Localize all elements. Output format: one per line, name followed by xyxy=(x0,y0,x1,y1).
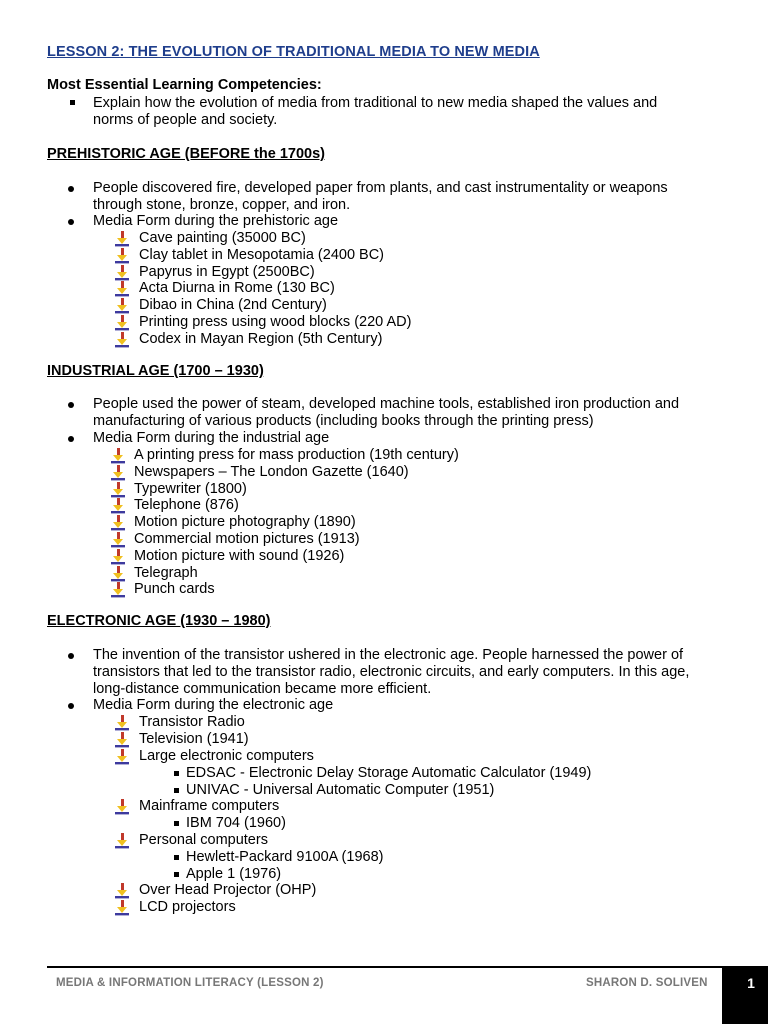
prehistoric-heading: PREHISTORIC AGE (BEFORE the 1700s) xyxy=(47,146,325,162)
electronic-item: Television (1941) xyxy=(139,731,249,747)
electronic-item: Mainframe computers xyxy=(139,798,280,814)
arrow-bullet-icon xyxy=(114,715,130,731)
arrow-bullet-icon xyxy=(110,482,126,498)
industrial-item: Punch cards xyxy=(134,581,215,597)
round-bullet-icon xyxy=(68,402,74,408)
prehistoric-media-label: Media Form during the prehistoric age xyxy=(93,213,339,229)
arrow-bullet-icon xyxy=(114,883,130,899)
industrial-media-label: Media Form during the industrial age xyxy=(93,430,330,446)
prehistoric-item: Printing press using wood blocks (220 AD) xyxy=(139,314,412,330)
arrow-bullet-icon xyxy=(110,498,126,514)
electronic-subitem: IBM 704 (1960) xyxy=(186,815,286,831)
page-number: 1 xyxy=(747,975,755,991)
footer-divider xyxy=(47,966,723,968)
arrow-bullet-icon xyxy=(110,448,126,464)
arrow-bullet-icon xyxy=(114,749,130,765)
prehistoric-description xyxy=(93,180,721,214)
industrial-item: Commercial motion pictures (1913) xyxy=(134,531,360,547)
arrow-bullet-icon xyxy=(114,833,130,849)
electronic-description xyxy=(93,647,721,698)
competency-line-1: Explain how the evolution of media from traditional to new media shaped the values and xyxy=(93,95,658,111)
arrow-bullet-icon xyxy=(114,265,130,281)
competency-item xyxy=(93,95,721,129)
arrow-bullet-icon xyxy=(110,549,126,565)
electronic-subitem: EDSAC - Electronic Delay Storage Automatic Calculator (1949) xyxy=(186,765,592,781)
competency-line-2: norms of people and society. xyxy=(93,112,278,128)
industrial-item: A printing press for mass production (19th century) xyxy=(134,447,459,463)
arrow-bullet-icon xyxy=(114,231,130,247)
prehistoric-item: Acta Diurna in Rome (130 BC) xyxy=(139,280,335,296)
electronic-item: Large electronic computers xyxy=(139,748,314,764)
industrial-item: Motion picture with sound (1926) xyxy=(134,548,345,564)
round-bullet-icon xyxy=(68,703,74,709)
round-bullet-icon xyxy=(68,653,74,659)
industrial-item: Telegraph xyxy=(134,565,198,581)
arrow-bullet-icon xyxy=(114,315,130,331)
square-bullet-icon xyxy=(174,855,179,860)
arrow-bullet-icon xyxy=(110,465,126,481)
prehistoric-item: Cave painting (35000 BC) xyxy=(139,230,306,246)
footer-author: SHARON D. SOLIVEN xyxy=(586,977,708,989)
prehistoric-desc-line-1: People discovered fire, developed paper from plants, and cast instrumentality or weapons xyxy=(93,180,668,196)
electronic-media-label: Media Form during the electronic age xyxy=(93,697,334,713)
prehistoric-desc-line-2: through stone, bronze, copper, and iron. xyxy=(93,197,351,213)
arrow-bullet-icon xyxy=(114,799,130,815)
industrial-description xyxy=(93,396,721,430)
arrow-bullet-icon xyxy=(114,248,130,264)
industrial-item: Newspapers – The London Gazette (1640) xyxy=(134,464,409,480)
industrial-item: Typewriter (1800) xyxy=(134,481,247,497)
footer-course-title: MEDIA & INFORMATION LITERACY (LESSON 2) xyxy=(56,977,324,989)
electronic-item: LCD projectors xyxy=(139,899,236,915)
electronic-heading: ELECTRONIC AGE (1930 – 1980) xyxy=(47,613,271,629)
prehistoric-item: Codex in Mayan Region (5th Century) xyxy=(139,331,383,347)
electronic-item: Transistor Radio xyxy=(139,714,245,730)
arrow-bullet-icon xyxy=(110,582,126,598)
electronic-desc-line-3: long-distance communication became more efficient. xyxy=(93,681,432,697)
arrow-bullet-icon xyxy=(114,732,130,748)
industrial-desc-line-2: manufacturing of various products (including books through the printing press) xyxy=(93,413,594,429)
electronic-item: Over Head Projector (OHP) xyxy=(139,882,317,898)
industrial-item: Motion picture photography (1890) xyxy=(134,514,356,530)
electronic-subitem: Hewlett-Packard 9100A (1968) xyxy=(186,849,384,865)
arrow-bullet-icon xyxy=(114,332,130,348)
industrial-desc-line-1: People used the power of steam, developed machine tools, established iron production and xyxy=(93,396,680,412)
competencies-heading: Most Essential Learning Competencies: xyxy=(47,77,322,93)
round-bullet-icon xyxy=(68,436,74,442)
electronic-subitem: UNIVAC - Universal Automatic Computer (1951) xyxy=(186,782,495,798)
arrow-bullet-icon xyxy=(114,298,130,314)
electronic-subitem: Apple 1 (1976) xyxy=(186,866,282,882)
arrow-bullet-icon xyxy=(114,281,130,297)
round-bullet-icon xyxy=(68,186,74,192)
electronic-item: Personal computers xyxy=(139,832,268,848)
arrow-bullet-icon xyxy=(110,515,126,531)
industrial-item: Telephone (876) xyxy=(134,497,239,513)
round-bullet-icon xyxy=(68,219,74,225)
industrial-heading: INDUSTRIAL AGE (1700 – 1930) xyxy=(47,363,264,379)
square-bullet-icon xyxy=(174,771,179,776)
prehistoric-item: Dibao in China (2nd Century) xyxy=(139,297,327,313)
prehistoric-item: Papyrus in Egypt (2500BC) xyxy=(139,264,315,280)
arrow-bullet-icon xyxy=(114,900,130,916)
square-bullet-icon xyxy=(70,100,75,105)
prehistoric-item: Clay tablet in Mesopotamia (2400 BC) xyxy=(139,247,385,263)
square-bullet-icon xyxy=(174,821,179,826)
electronic-desc-line-1: The invention of the transistor ushered in the electronic age. People harnessed the power of xyxy=(93,647,684,663)
square-bullet-icon xyxy=(174,872,179,877)
arrow-bullet-icon xyxy=(110,532,126,548)
square-bullet-icon xyxy=(174,788,179,793)
arrow-bullet-icon xyxy=(110,566,126,582)
lesson-title: LESSON 2: THE EVOLUTION OF TRADITIONAL MEDIA TO NEW MEDIA xyxy=(47,44,540,60)
electronic-desc-line-2: transistors that led to the transistor radio, electronic circuits, and early computers. In this age, xyxy=(93,664,690,680)
